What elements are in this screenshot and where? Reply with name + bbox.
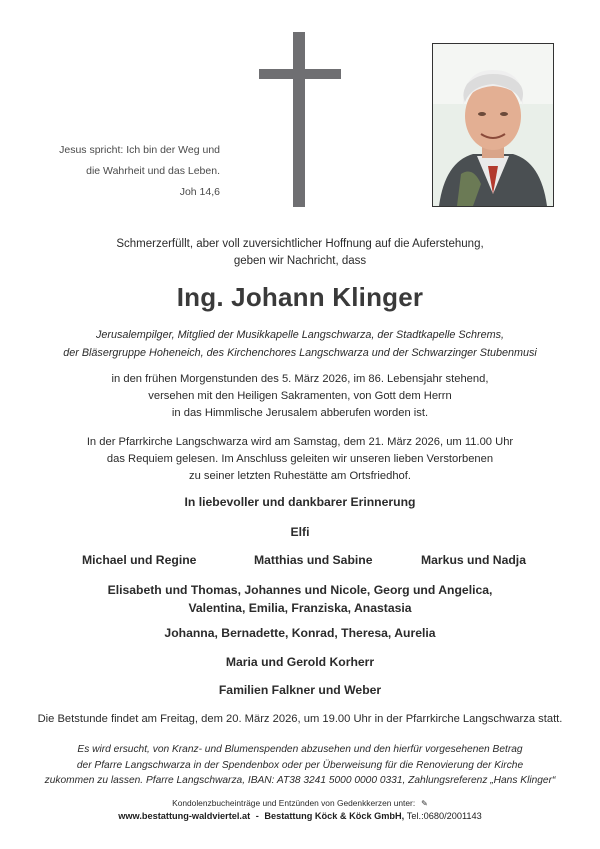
prayer-hour-notice: Die Betstunde findet am Freitag, dem 20. März 2026, um 19.00 Uhr in der Pfarrkirche Langschwarza statt. [37,713,563,725]
company-phone: Tel.:0680/2001143 [406,811,482,821]
family-child: Michael und Regine [82,553,197,567]
death-notice [0,371,600,422]
bible-verse [0,140,220,203]
website-link[interactable]: www.bestattung-waldviertel.at [118,811,251,821]
funeral-line: In der Pfarrkirche Langschwarza wird am Samstag, dem 21. März 2026, um 11.00 Uhr [86,436,514,448]
memberships-text [0,326,600,362]
footer [0,811,600,821]
funeral-info [0,434,600,485]
grandchildren-line: Valentina, Emilia, Franziska, Anastasia [188,601,412,615]
intro-line: Schmerzerfüllt, aber voll zuversichtlicher Hoffnung auf die Auferstehung, [116,238,484,250]
family-great-grandchildren: Johanna, Bernadette, Konrad, Theresa, Aurelia [164,626,436,640]
pen-icon: ✎ [421,799,428,808]
death-line: in das Himmlische Jerusalem abberufen worden ist. [171,407,429,419]
memberships-line: Jerusalempilger, Mitglied der Musikkapelle Langschwarza, der Stadtkapelle Schrems, [95,329,505,341]
donation-line: zukommen zu lassen. Pfarre Langschwarza, IBAN: AT38 3241 5000 0000 0331, Zahlungsreferenz „Hans Klinger“ [44,775,556,786]
family-child: Markus und Nadja [421,553,526,567]
family-grandchildren [0,581,600,617]
footer-separator: - [255,811,259,821]
verse-line: die Wahrheit und das Leben. [86,165,220,177]
donation-line: Es wird ersucht, von Kranz- und Blumenspenden abzusehen und den hierfür vorgesehenen Betrag [77,744,523,755]
verse-reference: Joh 14,6 [179,186,220,198]
family-families: Familien Falkner und Weber [218,683,382,697]
deceased-name: Ing. Johann Klinger [176,282,424,312]
condolence-text: Kondolenzbucheinträge und Entzünden von Gedenkkerzen unter: [172,798,416,808]
condolence-note [0,798,600,808]
cross-icon [259,32,341,207]
remembrance-heading: In liebevoller und dankbarer Erinnerung [184,495,416,509]
memberships-line: der Bläsergruppe Hoheneich, des Kirchenchores Langschwarza und der Schwarzinger Stubenmusi [63,347,537,359]
intro-line: geben wir Nachricht, dass [233,255,367,267]
donation-request [0,742,600,789]
intro-text [0,236,600,270]
portrait-photo [432,43,554,207]
death-line: in den frühen Morgenstunden des 5. März 2026, im 86. Lebensjahr stehend, [111,373,489,385]
funeral-line: das Requiem gelesen. Im Anschluss geleiten wir unseren lieben Verstorbenen [106,453,494,465]
death-line: versehen mit den Heiligen Sakramenten, von Gott dem Herrn [148,390,452,402]
funeral-line: zu seiner letzten Ruhestätte am Ortsfriedhof. [189,470,411,482]
verse-line: Jesus spricht: Ich bin der Weg und [59,144,220,156]
company-name: Bestattung Köck & Köck GmbH, [264,811,405,821]
donation-line: der Pfarre Langschwarza in der Spendenbox oder per Überweisung für die Renovierung der Kirche [76,759,524,771]
family-relatives: Maria und Gerold Korherr [225,655,375,669]
family-spouse: Elfi [290,525,310,539]
grandchildren-line: Elisabeth und Thomas, Johannes und Nicole, Georg und Angelica, [107,583,493,597]
family-child: Matthias und Sabine [254,553,373,567]
